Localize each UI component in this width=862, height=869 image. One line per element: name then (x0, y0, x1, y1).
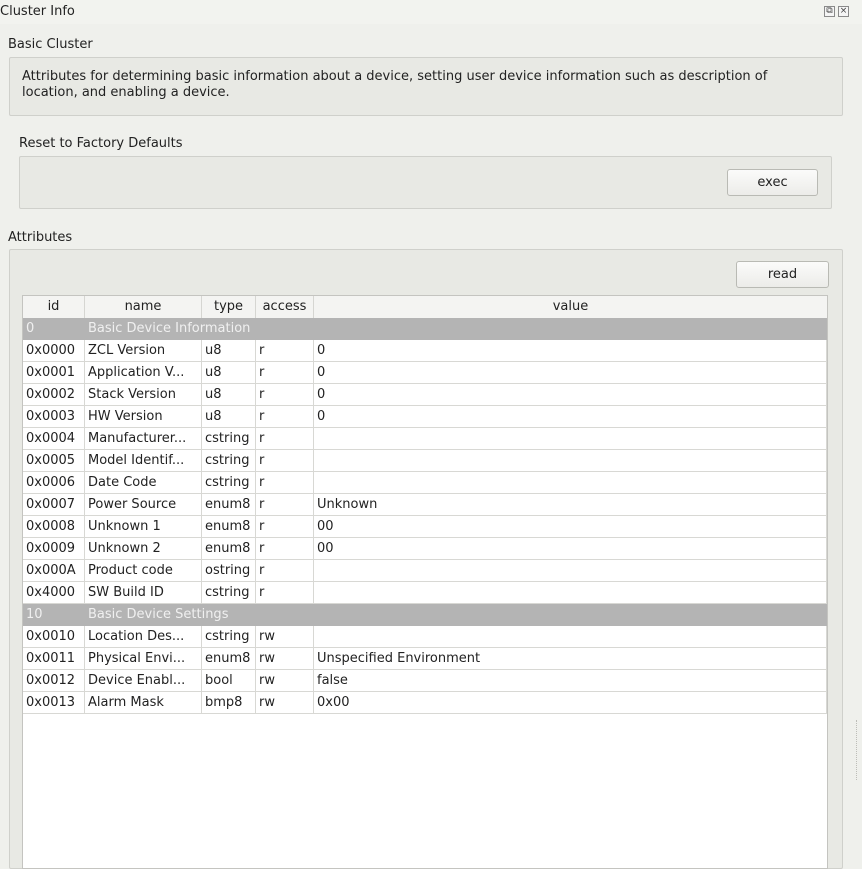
cell-name: Application V... (85, 362, 202, 384)
restore-icon[interactable]: ⧉ (824, 6, 835, 17)
cell-access: r (256, 516, 314, 538)
cell-name: Unknown 2 (85, 538, 202, 560)
read-button[interactable]: read (736, 261, 829, 288)
cell-name: SW Build ID (85, 582, 202, 604)
command-box (19, 156, 832, 209)
cell-value[interactable]: 0x00 (314, 692, 827, 714)
attributes-label: Attributes (8, 230, 73, 245)
cell-value[interactable]: false (314, 670, 827, 692)
group-row[interactable] (23, 604, 827, 626)
table-row[interactable] (23, 560, 827, 582)
table-row[interactable] (23, 538, 827, 560)
cell-value: 0 (314, 406, 827, 428)
cell-type: bool (202, 670, 256, 692)
cell-access: r (256, 384, 314, 406)
cell-type: enum8 (202, 516, 256, 538)
cell-value (314, 472, 827, 494)
cell-value: Unknown (314, 494, 827, 516)
table-row[interactable] (23, 472, 827, 494)
cell-type: cstring (202, 450, 256, 472)
cell-name: Stack Version (85, 384, 202, 406)
cell-value: 0 (314, 384, 827, 406)
cell-value (314, 560, 827, 582)
column-header-type[interactable]: type (202, 296, 256, 318)
cell-type: ostring (202, 560, 256, 582)
table-row[interactable] (23, 384, 827, 406)
column-header-access[interactable]: access (256, 296, 314, 318)
cell-id: 0x000A (23, 560, 85, 582)
attributes-table[interactable] (22, 295, 828, 869)
cell-type: u8 (202, 406, 256, 428)
cell-id: 0x0003 (23, 406, 85, 428)
column-header-name[interactable]: name (85, 296, 202, 318)
cell-type: cstring (202, 626, 256, 648)
cell-type: enum8 (202, 538, 256, 560)
cell-type: u8 (202, 384, 256, 406)
command-label: Reset to Factory Defaults (19, 136, 183, 151)
cell-access: r (256, 494, 314, 516)
cell-id: 0x0000 (23, 340, 85, 362)
table-row[interactable] (23, 648, 827, 670)
cell-value: 0 (314, 340, 827, 362)
cell-access: rw (256, 692, 314, 714)
cell-type: u8 (202, 362, 256, 384)
cell-access: r (256, 560, 314, 582)
cell-access: r (256, 538, 314, 560)
cell-access: r (256, 340, 314, 362)
resize-grip[interactable] (856, 720, 859, 780)
column-header-id[interactable]: id (23, 296, 85, 318)
cell-type: u8 (202, 340, 256, 362)
cell-value: 00 (314, 516, 827, 538)
cell-type: cstring (202, 472, 256, 494)
cell-id: 0x0005 (23, 450, 85, 472)
cell-access: r (256, 428, 314, 450)
cell-access: r (256, 582, 314, 604)
table-row[interactable] (23, 340, 827, 362)
cell-access: r (256, 472, 314, 494)
cell-id: 0x0006 (23, 472, 85, 494)
group-row[interactable] (23, 318, 827, 340)
cell-id: 0x0002 (23, 384, 85, 406)
table-row[interactable] (23, 362, 827, 384)
column-header-value[interactable]: value (552, 299, 589, 314)
table-header (23, 296, 827, 319)
window-title: Cluster Info (0, 4, 75, 19)
cell-name: Location Des... (85, 626, 202, 648)
table-row[interactable] (23, 406, 827, 428)
cell-value: 00 (314, 538, 827, 560)
cell-id: 0x4000 (23, 582, 85, 604)
cell-value[interactable]: Unspecified Environment (314, 648, 827, 670)
cell-name: HW Version (85, 406, 202, 428)
window-titlebar (0, 0, 862, 24)
table-row[interactable] (23, 516, 827, 538)
cell-type: enum8 (202, 494, 256, 516)
cell-name: ZCL Version (85, 340, 202, 362)
cell-id: 0x0011 (23, 648, 85, 670)
cell-name: Power Source (85, 494, 202, 516)
cell-name: Product code (85, 560, 202, 582)
table-row[interactable] (23, 670, 827, 692)
cell-name: Alarm Mask (85, 692, 202, 714)
table-row[interactable] (23, 450, 827, 472)
cell-id: 0x0001 (23, 362, 85, 384)
cell-id: 0x0010 (23, 626, 85, 648)
group-id: 10 (26, 607, 43, 622)
cell-access: r (256, 362, 314, 384)
cluster-description: Attributes for determining basic information about a device, setting user device information such as description of location, and enabling a device. (22, 69, 768, 100)
cell-name: Unknown 1 (85, 516, 202, 538)
cell-name: Device Enabl... (85, 670, 202, 692)
cell-value (314, 450, 827, 472)
cell-access: rw (256, 626, 314, 648)
cell-id: 0x0007 (23, 494, 85, 516)
cell-access: r (256, 450, 314, 472)
group-id: 0 (26, 321, 35, 336)
exec-button[interactable]: exec (727, 169, 818, 196)
table-row[interactable] (23, 428, 827, 450)
cell-name: Model Identif... (85, 450, 202, 472)
table-row[interactable] (23, 494, 827, 516)
table-row[interactable] (23, 692, 827, 714)
cell-type: cstring (202, 428, 256, 450)
group-name: Basic Device Information (88, 321, 251, 336)
cell-id: 0x0009 (23, 538, 85, 560)
cell-id: 0x0013 (23, 692, 85, 714)
close-icon[interactable]: × (839, 6, 848, 16)
cell-access: rw (256, 670, 314, 692)
cell-value (314, 582, 827, 604)
table-row[interactable] (23, 626, 827, 648)
cell-id: 0x0012 (23, 670, 85, 692)
cell-id: 0x0004 (23, 428, 85, 450)
cell-value: 0 (314, 362, 827, 384)
cell-name: Date Code (85, 472, 202, 494)
cell-type: bmp8 (202, 692, 256, 714)
cell-access: rw (256, 648, 314, 670)
group-name: Basic Device Settings (88, 607, 229, 622)
cell-value (314, 428, 827, 450)
cell-value[interactable] (314, 626, 827, 648)
cell-type: cstring (202, 582, 256, 604)
table-row[interactable] (23, 582, 827, 604)
cell-id: 0x0008 (23, 516, 85, 538)
cell-name: Manufacturer... (85, 428, 202, 450)
cell-type: enum8 (202, 648, 256, 670)
cell-name: Physical Envi... (85, 648, 202, 670)
cluster-name: Basic Cluster (8, 37, 93, 52)
cell-access: r (256, 406, 314, 428)
